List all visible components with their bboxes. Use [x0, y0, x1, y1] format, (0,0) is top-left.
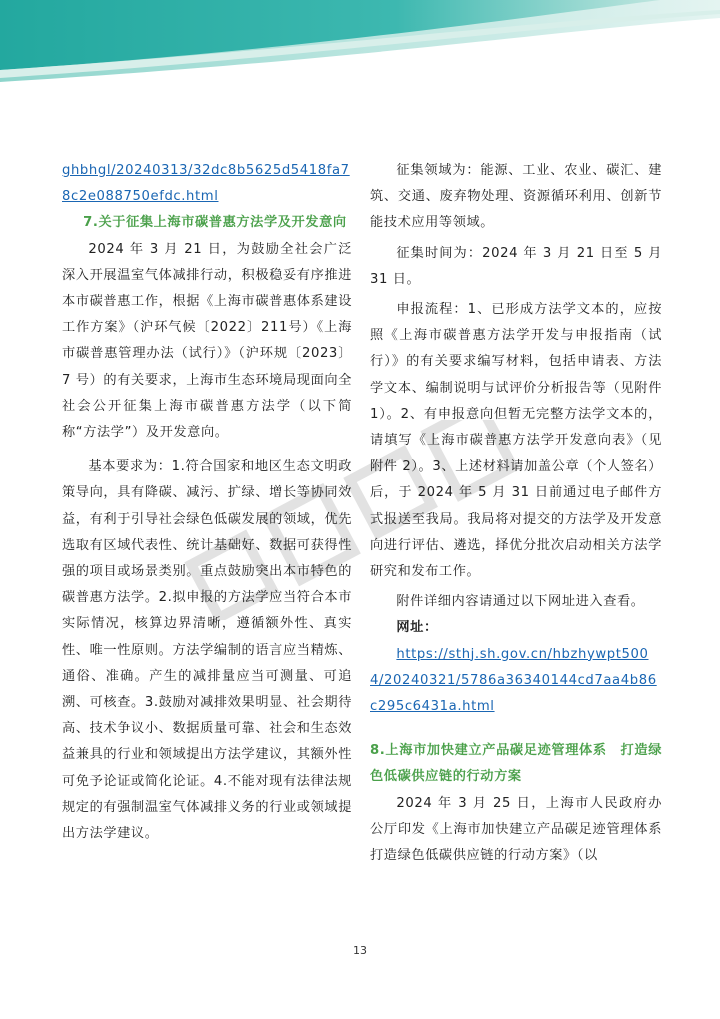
source-link[interactable]: ghbhgl/20240313/32dc8b5625d5418fa78c2e088750efdc.html — [62, 163, 350, 205]
collection-field-paragraph: 征集领域为：能源、工业、农业、碳汇、建筑、交通、废弃物处理、资源循环利用、创新节能技术应用等领域。 — [370, 163, 662, 231]
section-7-heading: 7.关于征集上海市碳普惠方法学及开发意向 — [83, 215, 347, 231]
collection-time-paragraph: 征集时间为：2024 年 3 月 21 日至 5 月 31 日。 — [370, 245, 662, 287]
section-8-paragraph: 2024 年 3 月 25 日，上海市人民政府办公厅印发《上海市加快建立产品碳足迹管理体系 打造绿色低碳供应链的行动方案》（以 — [370, 795, 676, 864]
section-8-heading: 8.上海市加快建立产品碳足迹管理体系 打造绿色低碳供应链的行动方案 — [370, 743, 662, 785]
left-column — [62, 158, 352, 847]
basic-requirements-paragraph: 基本要求为：1.符合国家和地区生态文明政策导向，具有降碳、减污、扩绿、增长等协同效益，有利于引导社会绿色低碳发展的领域，优先选取有区域代表性、统计基础好、数据可获得性强的项目或场景类别。重点鼓励突出本市特色的碳普惠方法学。2.拟申报的方法学应当符合本市实际情况，核算边界清晰，遵循额外性、真实性、唯一性原则。方法学编制的语言应当精炼、通俗、准确。产生的减排量应当可测量、可追溯、可核查。3.鼓励对减排效果明显、社会期待高、技术争议小、数据质量可靠、社会和生态效益兼具的行业和领域提出方法学建议，其额外性可免予论证或简化论证。4.不能对现有法律法规规定的有强制温室气体减排义务的行业或领域提出方法学建议。 — [62, 459, 352, 842]
header-wave-decoration — [0, 0, 720, 120]
application-process-paragraph: 申报流程：1、已形成方法学文本的，应按照《上海市碳普惠方法学开发与申报指南（试行）》的有关要求编写材料，包括申请表、方法学文本、编制说明与试评价分析报告等（见附件 1）。2、有申报意向但暂无完整方法学文本的，请填写《上海市碳普惠方法学开发意向表》（见附件 2）。3、上述材料请加盖公章（个人签名）后，于 2024 年 5 月 31 日前通过电子邮件方式报送至我局。我局将对提交的方法学及开发意向进行评估、遴选，择优分批次启动相关方法学研究和发布工作。 — [370, 302, 662, 580]
attachment-note: 附件详细内容请通过以下网址进入查看。 — [396, 594, 645, 610]
url-label: 网址： — [396, 620, 438, 636]
page-number: 13 — [353, 944, 367, 957]
attachment-url-link[interactable]: https://sthj.sh.gov.cn/hbzhywpt5004/20240321/5786a36340144cd7aa4b86c295c6431a.html — [370, 646, 657, 715]
section-7-paragraph: 2024 年 3 月 21 日，为鼓励全社会广泛深入开展温室气体减排行动，积极稳妥有序推进本市碳普惠工作，根据《上海市碳普惠体系建设工作方案》（沪环气候〔2022〕211号）《上海市碳普惠管理办法（试行）》（沪环规〔2023〕7 号）的有关要求，上海市生态环境局现面向全社会公开征集上海市碳普惠方法学（以下简称“方法学”）及开发意向。 — [62, 241, 352, 441]
right-column — [370, 158, 676, 869]
